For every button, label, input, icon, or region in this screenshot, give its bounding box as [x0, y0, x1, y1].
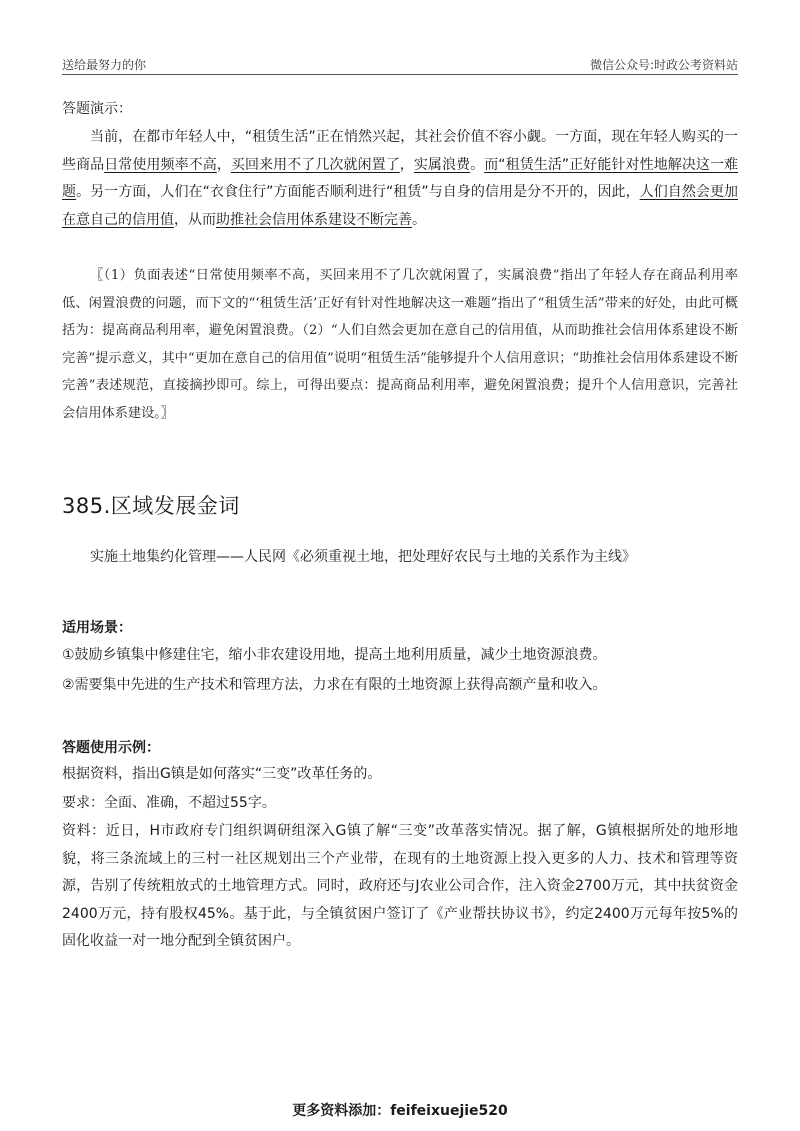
demo-label-text: 答题演示：	[62, 101, 132, 117]
section-subtitle	[62, 544, 738, 572]
demo-paragraph	[62, 124, 738, 234]
analysis-note	[62, 262, 738, 428]
example-label: 答题使用示例：	[62, 740, 160, 756]
example-material: 资料：近日，H市政府专门组织调研组深入G镇了解“三变”改革落实情况。据了解，G镇根据所处的地形地貌，将三条流域上的三村一社区规划出三个产业带，在现有的土地资源上投入更多的人力、技术和管理等资源，告别了传统粗放式的土地管理方式。同时，政府还与J农业公司合作，注入资金2700万元，其中扶贫资金2400万元，持有股权45%。基于此，与全镇贫困户签订了《产业帮扶协议书》，约定2400万元每年按5%的固化收益一对一地分配到全镇贫困户。	[62, 823, 738, 949]
header-right-text: 微信公众号:时政公考资料站	[589, 58, 738, 72]
section-subtitle-text: 实施土地集约化管理——人民网《必须重视土地，把处理好农民与土地的关系作为主线》	[90, 549, 636, 565]
example-requirement: 要求：全面、准确，不超过55字。	[62, 794, 276, 811]
page-header	[62, 52, 738, 75]
demo-paragraph-text: 当前，在都市年轻人中，“租赁生活”正在悄然兴起，其社会价值不容小觑。一方面，现在年轻人购买的一些商品日常使用频率不高，买回来用不了几次就闲置了，实属浪费。而“租赁生活”正好能针对性地解决这一难题。另一方面，人们在“衣食住行”方面能否顺利进行“租赁”与自身的信用是分不开的，因此，人们自然会更加在意自己的信用值，从而助推社会信用体系建设不断完善。	[62, 129, 739, 228]
scene-item-1: ①鼓励乡镇集中修建住宅，缩小非农建设用地，提高土地利用质量，减少土地资源浪费。	[62, 647, 607, 663]
section-title-text: 385.区域发展金词	[62, 494, 240, 518]
page-footer: 更多资料添加：feifeixuejie520	[292, 1103, 508, 1119]
demo-label	[62, 96, 738, 124]
example-question: 根据资料，指出G镇是如何落实“三变”改革任务的。	[62, 766, 382, 782]
header-left-text: 送给最努力的你	[62, 58, 147, 72]
scenes-label: 适用场景：	[62, 620, 132, 636]
analysis-note-text: 〖（1）负面表述“日常使用频率不高，买回来用不了几次就闲置了，实属浪费”指出了年轻人存在商品利用率低、闲置浪费的问题，而下文的“‘租赁生活’正好有针对性地解决这一难题”指出了“租赁生活”带来的好处，由此可概括为：提高商品利用率，避免闲置浪费。（2）“人们自然会更加在意自己的信用值，从而助推社会信用体系建设不断完善”提示意义，其中“更加在意自己的信用值”说明“租赁生活”能够提升个人信用意识；“助推社会信用体系建设不断完善”表述规范，直接摘抄即可。综上，可得出要点：提高商品利用率，避免闲置浪费；提升个人信用意识，完善社会信用体系建设。〗	[62, 268, 738, 421]
scenes	[62, 616, 738, 699]
example	[62, 736, 738, 956]
scene-item-2: ②需要集中先进的生产技术和管理方法，力求在有限的土地资源上获得高额产量和收入。	[62, 676, 607, 693]
section-title	[62, 490, 738, 520]
